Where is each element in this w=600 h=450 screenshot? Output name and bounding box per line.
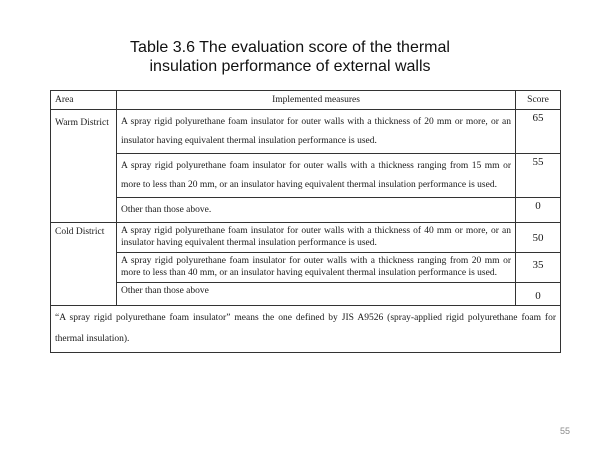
score-cell: 35 <box>516 253 561 283</box>
table-note-row <box>51 306 561 353</box>
table-row <box>51 198 561 223</box>
page-number: 55 <box>559 426 570 436</box>
table-row <box>51 110 561 154</box>
score-cell: 50 <box>516 223 561 253</box>
measure-cell: Other than those above <box>117 283 516 306</box>
measure-cell: A spray rigid polyurethane foam insulator for outer walls with a thickness ranging from 20 mm or more to less than 40 mm, or an insulator having equivalent thermal insulation performance is used. <box>117 253 516 283</box>
score-cell: 65 <box>516 110 561 154</box>
table-row <box>51 253 561 283</box>
table-row <box>51 223 561 253</box>
title-line-2: insulation performance of external walls <box>149 58 431 75</box>
title-line-1: Table 3.6 The evaluation score of the thermal <box>130 39 450 56</box>
table-header-row <box>51 91 561 110</box>
score-cell: 55 <box>516 154 561 198</box>
measure-cell: A spray rigid polyurethane foam insulator for outer walls with a thickness ranging from 15 mm or more to less than 20 mm, or an insulator having equivalent thermal insulation performance is used. <box>117 154 516 198</box>
area-warm-district: Warm District <box>51 110 117 223</box>
measure-cell: A spray rigid polyurethane foam insulator for outer walls with a thickness of 20 mm or more, or an insulator having equivalent thermal insulation performance is used. <box>117 110 516 154</box>
score-cell: 0 <box>516 198 561 223</box>
area-cold-district: Cold District <box>51 223 117 306</box>
measure-cell: A spray rigid polyurethane foam insulator for outer walls with a thickness of 40 mm or more, or an insulator having equivalent thermal insulation performance is used. <box>117 223 516 253</box>
score-cell: 0 <box>516 283 561 306</box>
evaluation-score-table <box>50 90 561 353</box>
column-header-score: Score <box>516 91 561 110</box>
column-header-measures: Implemented measures <box>117 91 516 110</box>
table-footnote: “A spray rigid polyurethane foam insulator” means the one defined by JIS A9526 (spray-applied rigid polyurethane foam for thermal insulation). <box>51 306 561 353</box>
slide-title <box>40 38 540 76</box>
column-header-area: Area <box>51 91 117 110</box>
measure-cell: Other than those above. <box>117 198 516 223</box>
table-row <box>51 154 561 198</box>
table-row <box>51 283 561 306</box>
